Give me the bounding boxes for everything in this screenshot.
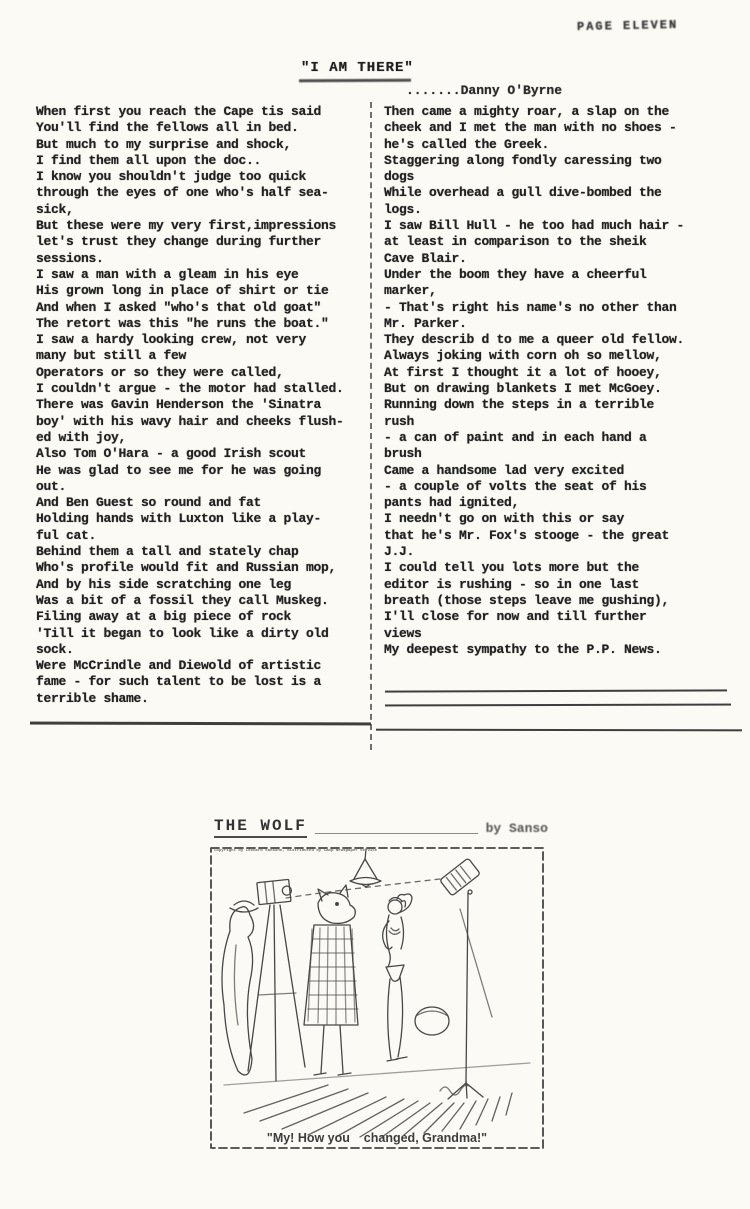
poem-line: rush	[384, 413, 415, 429]
poem-line: ed with joy,	[36, 429, 127, 445]
poem-line: But these were my very first,impressions	[36, 218, 337, 234]
poem-right-column	[384, 104, 734, 658]
poem-line: - a can of paint and in each hand a	[384, 429, 647, 445]
poem-line: I find them all upon the doc..	[36, 152, 262, 168]
poem-line: terrible shame.	[36, 690, 149, 706]
poem-line: Operators or so they were called,	[36, 364, 284, 380]
poem-line: let's trust they change during further	[36, 234, 322, 250]
poem-line: sock.	[36, 641, 74, 657]
poem-line: breath (those steps leave me gushing),	[384, 592, 670, 608]
poem-line: You'll find the fellows all in bed.	[36, 120, 299, 136]
poem-line: 'Till it began to look like a dirty old	[36, 625, 329, 641]
poem-left-column	[36, 104, 368, 707]
poem-line: Mr. Parker.	[384, 315, 467, 331]
poem-line: Filing away at a big piece of rock	[36, 609, 292, 625]
poem-line: - a couple of volts the seat of his	[384, 478, 647, 494]
light-cord-line	[286, 879, 440, 898]
poem-line: I could tell you lots more but the	[384, 560, 640, 576]
poem-line: brush	[384, 446, 422, 462]
poem-line: logs.	[384, 201, 422, 217]
hatbox	[415, 1007, 449, 1035]
poem-line: he's called the Greek.	[384, 136, 550, 152]
cartoon-title: THE WOLF	[214, 817, 307, 838]
poem-line: Running down the steps in a terrible	[384, 397, 655, 413]
poem-line: editor is rushing - so in one last	[384, 576, 640, 592]
cartoon-title-rule	[315, 832, 478, 834]
poem-line: through the eyes of one who's half sea-	[36, 185, 329, 201]
poem-line: marker,	[384, 283, 437, 299]
poem-line: While overhead a gull dive-bombed the	[384, 185, 662, 201]
poem-title: "I AM THERE"	[301, 60, 414, 76]
right-column-end-rule-1	[385, 689, 727, 692]
cartoon-caption: "My! How you changed, Grandma!"	[266, 1131, 488, 1145]
poem-line: But much to my surprise and shock,	[36, 136, 292, 152]
poem-line: I'll close for now and till further	[384, 609, 647, 625]
studio-light-icon	[440, 858, 492, 1099]
cartoon-border	[211, 848, 543, 1148]
poem-line: I saw a hardy looking crew, not very	[36, 332, 307, 348]
poem-line: boy' with his wavy hair and cheeks flush-	[36, 413, 344, 429]
poem-line: My deepest sympathy to the P.P. News.	[384, 641, 662, 657]
poem-line: views	[384, 625, 422, 641]
photographer-figure	[222, 901, 258, 1075]
right-column-end-rule-2	[385, 704, 731, 707]
poem-line: And by his side scratching one leg	[36, 576, 292, 592]
poem-line: sessions.	[36, 250, 104, 266]
poem-line: His grown long in place of shirt or tie	[36, 283, 329, 299]
poem-line: Then came a mighty roar, a slap on the	[384, 104, 670, 119]
floor-planks	[224, 1063, 530, 1137]
column-divider-line	[370, 102, 372, 750]
poem-line: fame - for such talent to be lost is a	[36, 674, 322, 690]
page-number-header: PAGE ELEVEN	[576, 17, 679, 35]
hanging-lamp-icon	[350, 849, 381, 887]
poem-byline: .......Danny O'Byrne	[406, 83, 563, 98]
poem-title-underline	[299, 79, 411, 83]
poem-line: They describ d to me a queer old fellow.	[384, 332, 685, 348]
wolf-cartoon-drawing	[208, 845, 546, 1153]
poem-line: cheek and I met the man with no shoes -	[384, 120, 677, 136]
poem-line: at least in comparison to the sheik	[384, 234, 647, 250]
poem-line: Holding hands with Luxton like a play-	[36, 511, 322, 527]
left-column-end-rule	[30, 722, 371, 725]
poem-line: Came a handsome lad very excited	[384, 462, 625, 478]
poem-line: Staggering along fondly caressing two	[384, 152, 662, 168]
poem-line: Who's profile would fit and Russian mop,	[36, 560, 337, 576]
poem-line: Also Tom O'Hara - a good Irish scout	[36, 446, 307, 462]
poem-line: At first I thought it a lot of hooey,	[384, 364, 662, 380]
cartoon-fine-print: Copyright by Leonard Sansone, distributed by Camp Newspaper Service	[214, 848, 378, 853]
poem-line: And when I asked "who's that old goat"	[36, 299, 322, 315]
poem-line: I needn't go on with this or say	[384, 511, 625, 527]
poem-line: He was glad to see me for he was going	[36, 462, 322, 478]
poem-line: Were McCrindle and Diewold of artistic	[36, 658, 322, 674]
poem-line: When first you reach the Cape tis said	[36, 104, 322, 119]
poem-line: I saw a man with a gleam in his eye	[36, 266, 299, 282]
poem-line: J.J.	[384, 544, 415, 560]
poem-line: many but still a few	[36, 348, 187, 364]
poem-line: The retort was this "he runs the boat."	[36, 315, 329, 331]
wolf-grandma-figure	[304, 885, 358, 1075]
right-column-end-rule-3	[376, 729, 742, 732]
poem-line: pants had ignited,	[384, 495, 520, 511]
poem-line: dogs	[384, 169, 415, 185]
poem-line: out.	[36, 478, 67, 494]
posing-woman-figure	[383, 894, 412, 1061]
poem-line: And Ben Guest so round and fat	[36, 495, 262, 511]
poem-line: I saw Bill Hull - he too had much hair -	[384, 218, 685, 234]
poem-line: Under the boom they have a cheerful	[384, 266, 647, 282]
poem-line: - That's right his name's no other than	[384, 299, 677, 315]
poem-line: There was Gavin Henderson the 'Sinatra	[36, 397, 322, 413]
cartoon-titlebar	[214, 817, 548, 838]
poem-line: Behind them a tall and stately chap	[36, 544, 299, 560]
poem-line: sick,	[36, 201, 74, 217]
cartoon-credit: by Sanso	[485, 821, 548, 836]
poem-line: I know you shouldn't judge too quick	[36, 169, 307, 185]
poem-line: But on drawing blankets I met McGoey.	[384, 381, 662, 397]
poem-line: Was a bit of a fossil they call Muskeg.	[36, 592, 329, 608]
wolf-cartoon-panel	[208, 845, 546, 1153]
poem-line: Cave Blair.	[384, 250, 467, 266]
poem-line: I couldn't argue - the motor had stalled.	[36, 381, 344, 397]
poem-line: ful cat.	[36, 527, 97, 543]
poem-line: that he's Mr. Fox's stooge - the great	[384, 527, 670, 543]
poem-line: Always joking with corn oh so mellow,	[384, 348, 662, 364]
